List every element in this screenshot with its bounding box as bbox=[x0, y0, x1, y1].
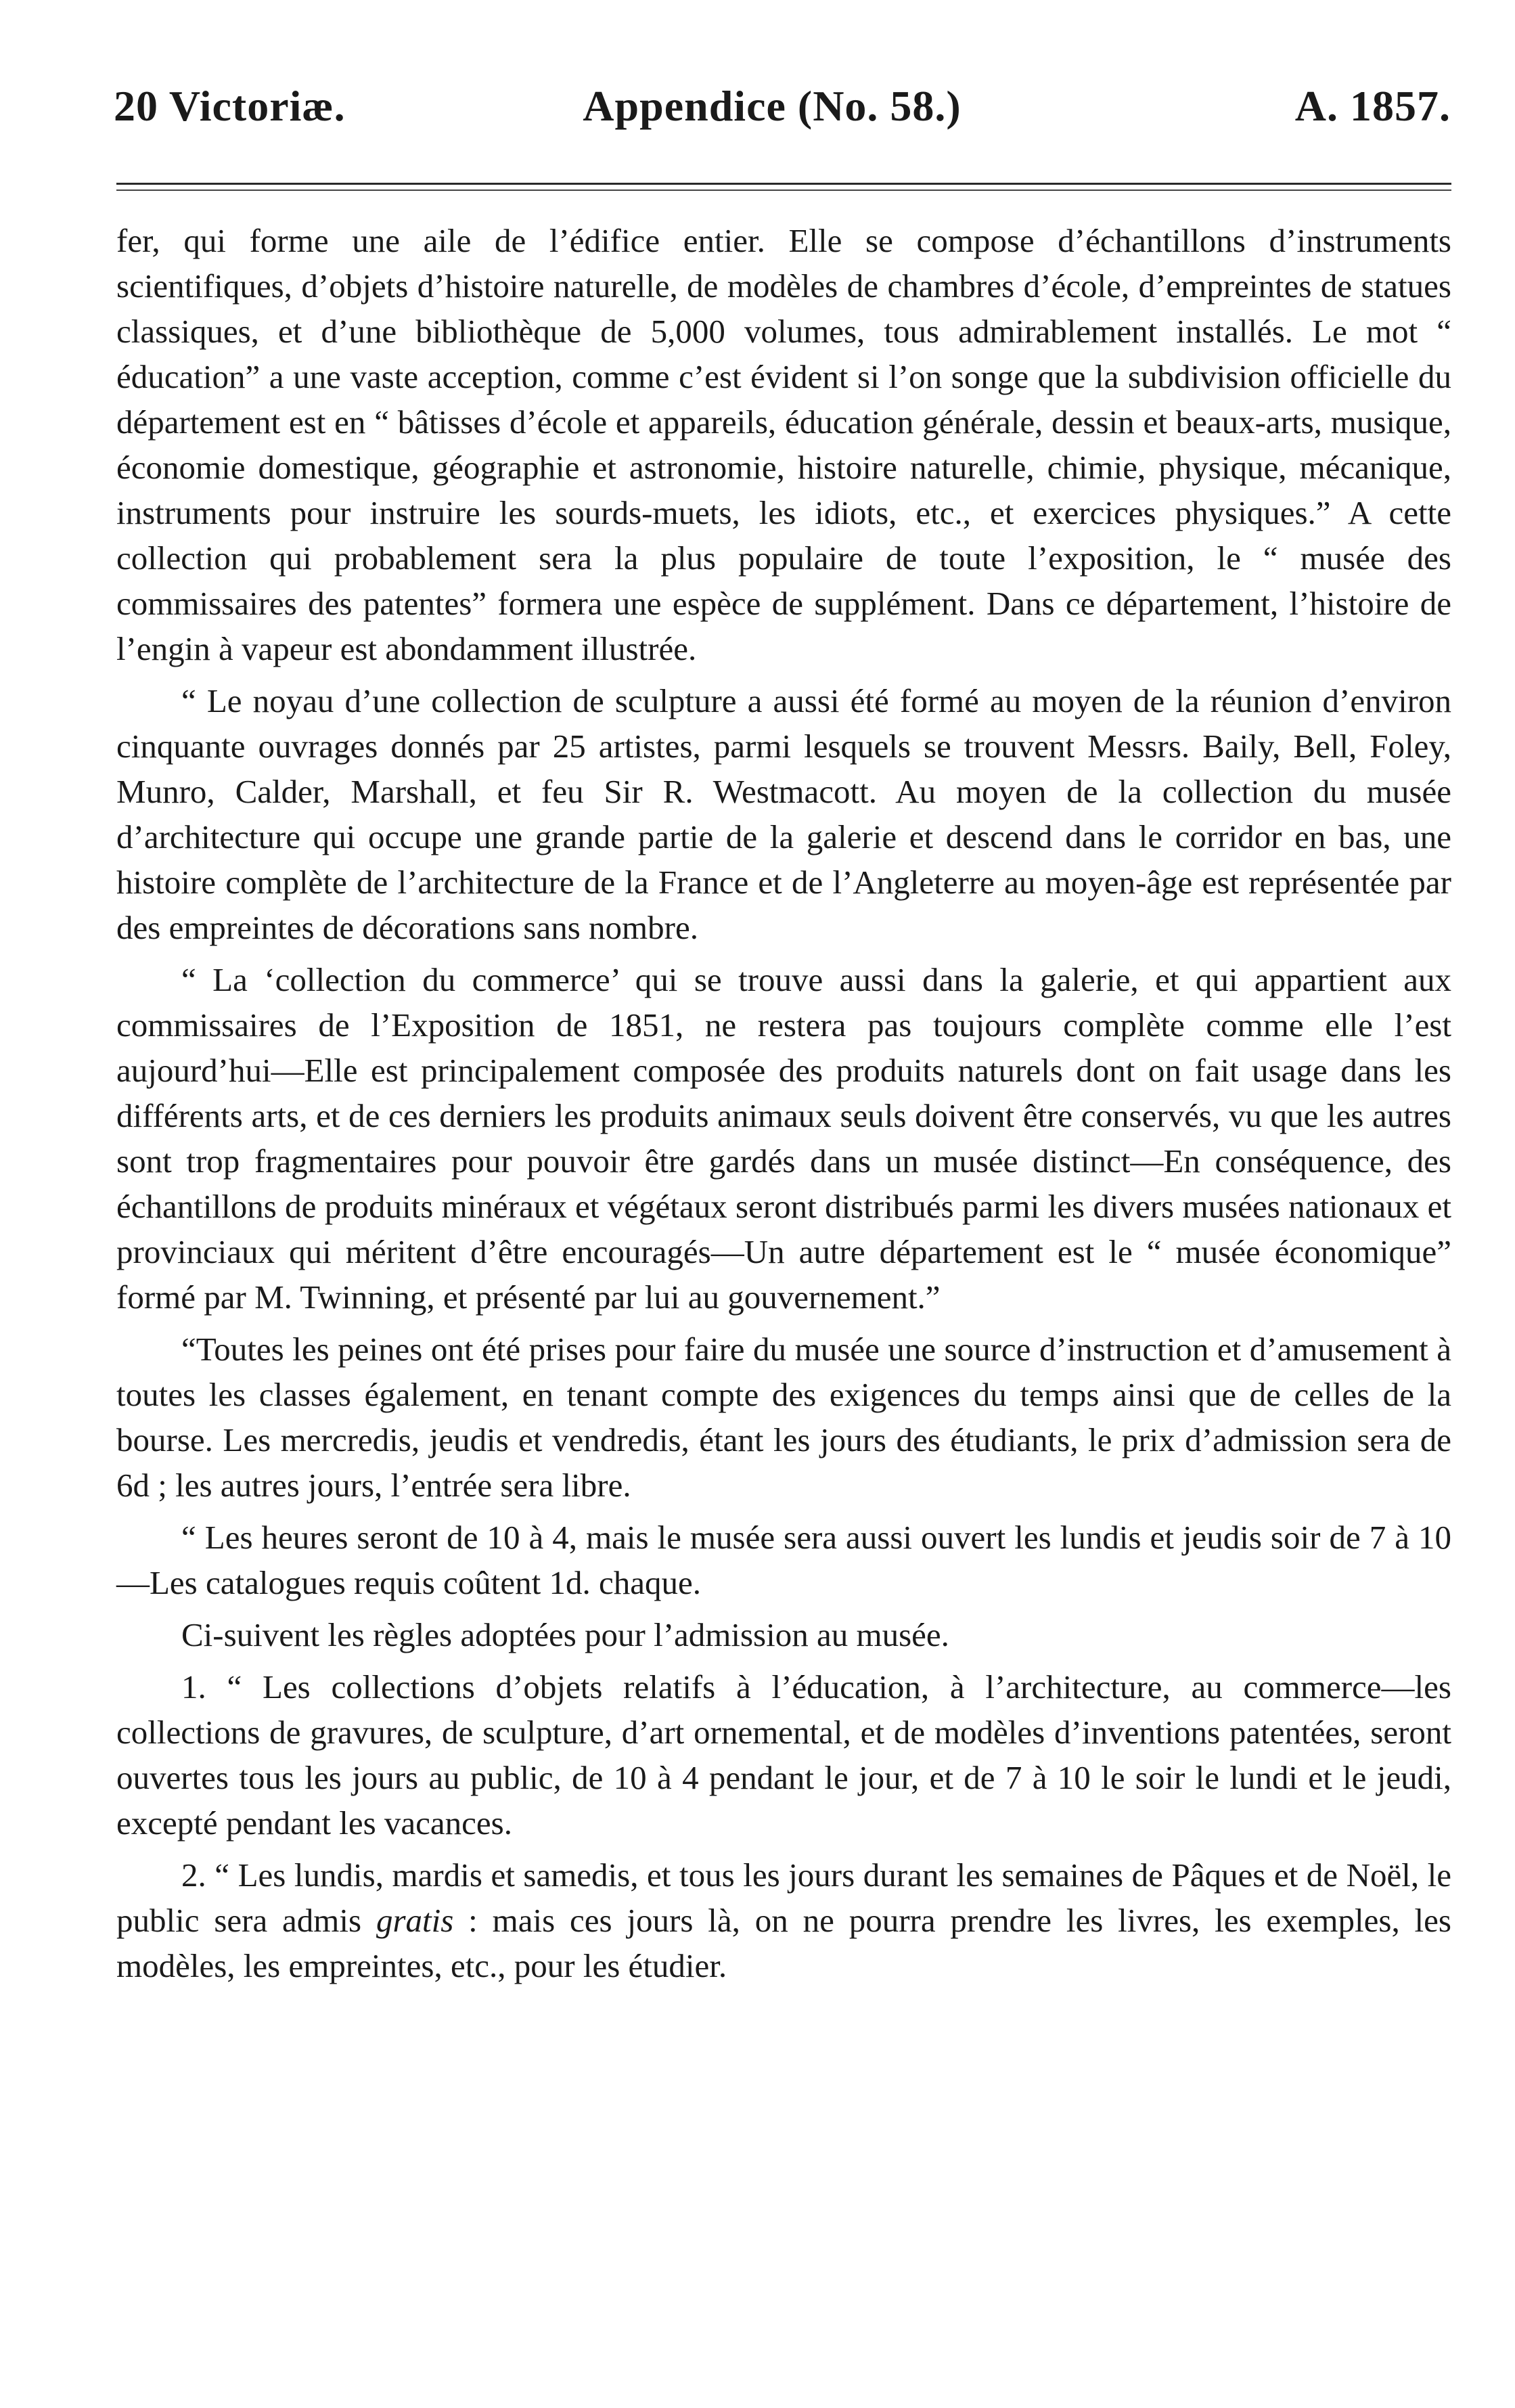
paragraph: “ La ‘collection du commerce’ qui se trouve aussi dans la galerie, et qui appartient aux commissaires de l’Exposition de 1851, ne restera pas toujours complète comme elle l’est aujourd’hui—Elle est principalement composée des produits naturels dont on fait usage dans les différents arts, et de ces derniers les produits animaux seuls doivent être conservés, vu que les autres sont trop fragmentaires pour pouvoir être gardés dans un musée distinct—En conséquence, des échantillons de produits minéraux et végétaux seront distribués parmi les divers musées nationaux et provinciaux qui méritent d’être encouragés—Un autre département est le “ musée économique” formé par M. Twinning, et présenté par lui au gouvernement.” bbox=[116, 961, 1451, 1316]
page-header bbox=[114, 81, 1451, 149]
paragraph: fer, qui forme une aile de l’édifice entier. Elle se compose d’échantillons d’instruments scientifiques, d’objets d’histoire naturelle, de modèles de chambres d’école, d’empreintes de statues classiques, et d’une bibliothèque de 5,000 volumes, tous admirablement installés. Le mot “ éducation” a une vaste acception, comme c’est évident si l’on songe que la subdivision officielle du département est en “ bâtisses d’école et appareils, éducation générale, dessin et beaux-arts, musique, économie domestique, géographie et astronomie, histoire naturelle, chimie, physique, mécanique, instruments pour instruire les sourds-muets, les idiots, etc., et exercices physiques.” A cette collection qui probablement sera la plus populaire de toute l’exposition, le “ musée des commissaires des patentes” formera une espèce de supplément. Dans ce département, l’histoire de l’engin à vapeur est abondamment illustrée. bbox=[116, 222, 1451, 667]
header-appendix: Appendice (No. 58.) bbox=[583, 82, 962, 130]
italic-text: gratis bbox=[376, 1902, 454, 1939]
paragraph: 1. “ Les collections d’objets relatifs à l’éducation, à l’architecture, au commerce—les collections de gravures, de sculpture, d’art ornemental, et de modèles d’inventions patentées, seront ouvertes tous les jours au public, de 10 à 4 pendant le jour, et de 7 à 10 le soir le lundi et le jeudi, excepté pendant les vacances. bbox=[116, 1668, 1451, 1842]
header-rule-secondary bbox=[116, 189, 1451, 191]
paragraph bbox=[116, 1852, 1451, 1988]
paragraph: “Toutes les peines ont été prises pour faire du musée une source d’instruction et d’amusement à toutes les classes également, en tenant compte des exigences du temps ainsi que de celles de la bourse. Les mercredis, jeudis et vendredis, étant les jours des étudiants, le prix d’admission sera de 6d ; les autres jours, l’entrée sera libre. bbox=[116, 1331, 1451, 1504]
header-session: 20 Victoriæ. bbox=[114, 82, 346, 130]
header-rule bbox=[116, 183, 1451, 185]
header-year: A. 1857. bbox=[1294, 82, 1451, 130]
paragraph: “ Le noyau d’une collection de sculpture a aussi été formé au moyen de la réunion d’environ cinquante ouvrages donnés par 25 artistes, parmi lesquels se trouvent Messrs. Baily, Bell, Foley, Munro, Calder, Marshall, et feu Sir R. Westmacott. Au moyen de la collection du musée d’architecture qui occupe une grande partie de la galerie et descend dans le corridor en bas, une histoire complète de l’architecture de la France et de l’Angleterre au moyen-âge est représentée par des empreintes de décorations sans nombre. bbox=[116, 682, 1451, 946]
paragraph-text: 2. “ Les lundis, mardis et samedis, et tous les jours durant les semaines de Pâques et de Noël, le public sera admis bbox=[116, 1856, 1451, 1939]
paragraph: “ Les heures seront de 10 à 4, mais le musée sera aussi ouvert les lundis et jeudis soir de 7 à 10—Les catalogues requis coûtent 1d. chaque. bbox=[116, 1519, 1451, 1601]
paragraph-text: : mais ces jours là, on ne pourra prendre les livres, les exemples, les modèles, les empreintes, etc., pour les étudier. bbox=[116, 1902, 1451, 1984]
paragraph: Ci-suivent les règles adoptées pour l’admission au musée. bbox=[181, 1616, 949, 1653]
body-text bbox=[116, 218, 1451, 1995]
